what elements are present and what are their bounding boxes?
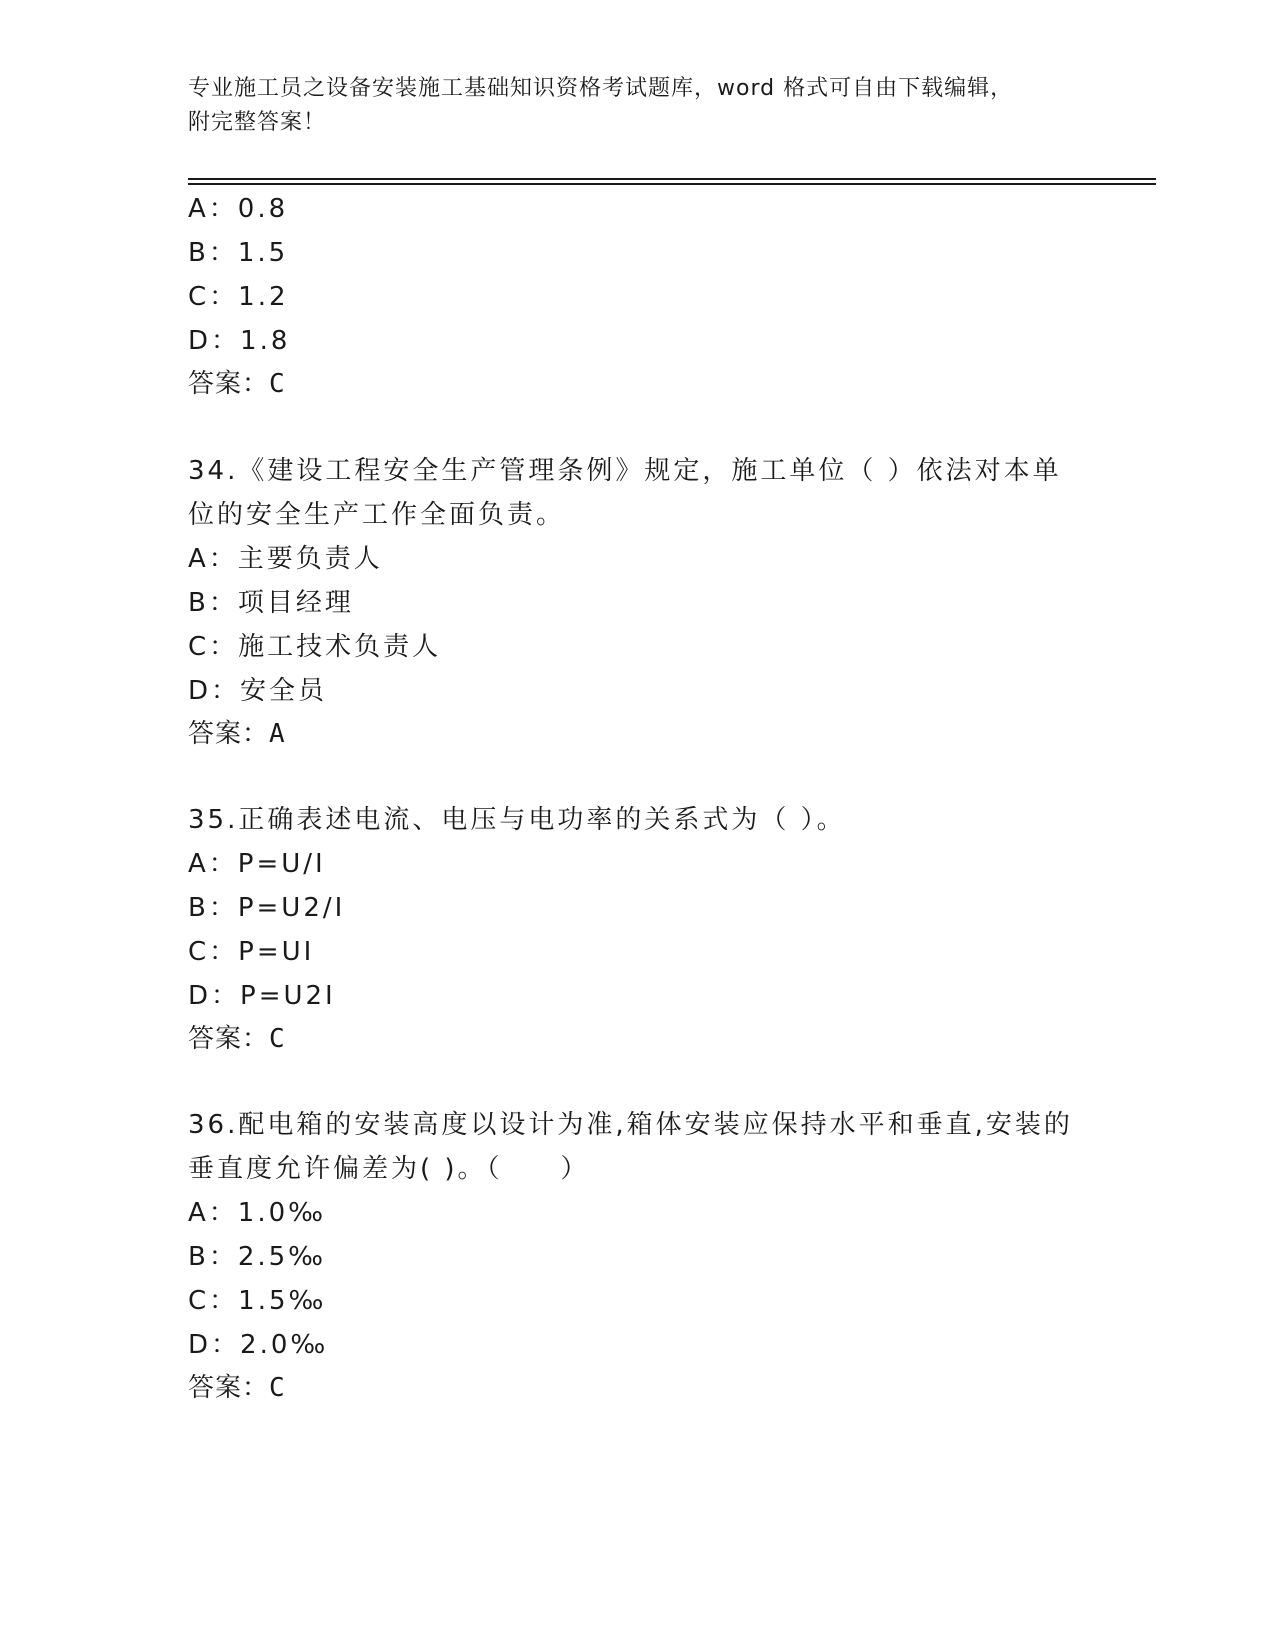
q36-option-b: B：2.5‰ xyxy=(188,1242,327,1272)
q34-option-a: A：主要负责人 xyxy=(188,544,383,574)
header-line-2: 附完整答案！ xyxy=(188,110,327,135)
answer-label: 答案： xyxy=(188,1024,270,1054)
q36-question-line-2: 垂直度允许偏差为( )。（ ） xyxy=(188,1154,590,1184)
answer-value: C xyxy=(269,1373,286,1403)
q34-option-c: C：施工技术负责人 xyxy=(188,632,442,662)
header-divider-top xyxy=(188,178,1156,180)
q36-option-a: A：1.0‰ xyxy=(188,1198,327,1228)
q35-question-line-1: 35.正确表述电流、电压与电功率的关系式为（ ）。 xyxy=(188,805,846,835)
q36-option-d: D：2.0‰ xyxy=(188,1330,329,1360)
q36-answer xyxy=(188,1371,286,1405)
q34-question-line-2: 位的安全生产工作全面负责。 xyxy=(188,500,566,530)
q35-option-d: D：P=U2I xyxy=(188,981,336,1011)
q35-answer xyxy=(188,1022,286,1056)
q35-option-c: C：P=UI xyxy=(188,937,315,967)
header-line-1: 专业施工员之设备安装施工基础知识资格考试题库，word 格式可自由下载编辑， xyxy=(188,76,1014,101)
q34-option-d: D：安全员 xyxy=(188,676,328,706)
answer-label: 答案： xyxy=(188,719,270,749)
q33-option-d: D：1.8 xyxy=(188,326,291,356)
header-divider-bottom xyxy=(188,183,1156,185)
q33-option-b: B：1.5 xyxy=(188,238,289,268)
answer-value: A xyxy=(269,719,286,749)
document-header xyxy=(188,72,1088,140)
answer-label: 答案： xyxy=(188,369,270,399)
q36-option-c: C：1.5‰ xyxy=(188,1286,327,1316)
q36-question-line-1: 36.配电箱的安装高度以设计为准,箱体安装应保持水平和垂直,安装的 xyxy=(188,1110,1073,1140)
answer-label: 答案： xyxy=(188,1373,270,1403)
answer-value: C xyxy=(269,369,286,399)
q33-option-a: A：0.8 xyxy=(188,194,289,224)
q34-answer xyxy=(188,717,286,751)
answer-value: C xyxy=(269,1024,286,1054)
q35-option-a: A：P=U/I xyxy=(188,849,326,879)
q35-option-b: B：P=U2/I xyxy=(188,893,346,923)
q34-question-line-1: 34.《建设工程安全生产管理条例》规定，施工单位（ ）依法对本单 xyxy=(188,456,1062,486)
q33-option-c: C：1.2 xyxy=(188,282,289,312)
q33-answer xyxy=(188,367,286,401)
q34-option-b: B：项目经理 xyxy=(188,588,354,618)
